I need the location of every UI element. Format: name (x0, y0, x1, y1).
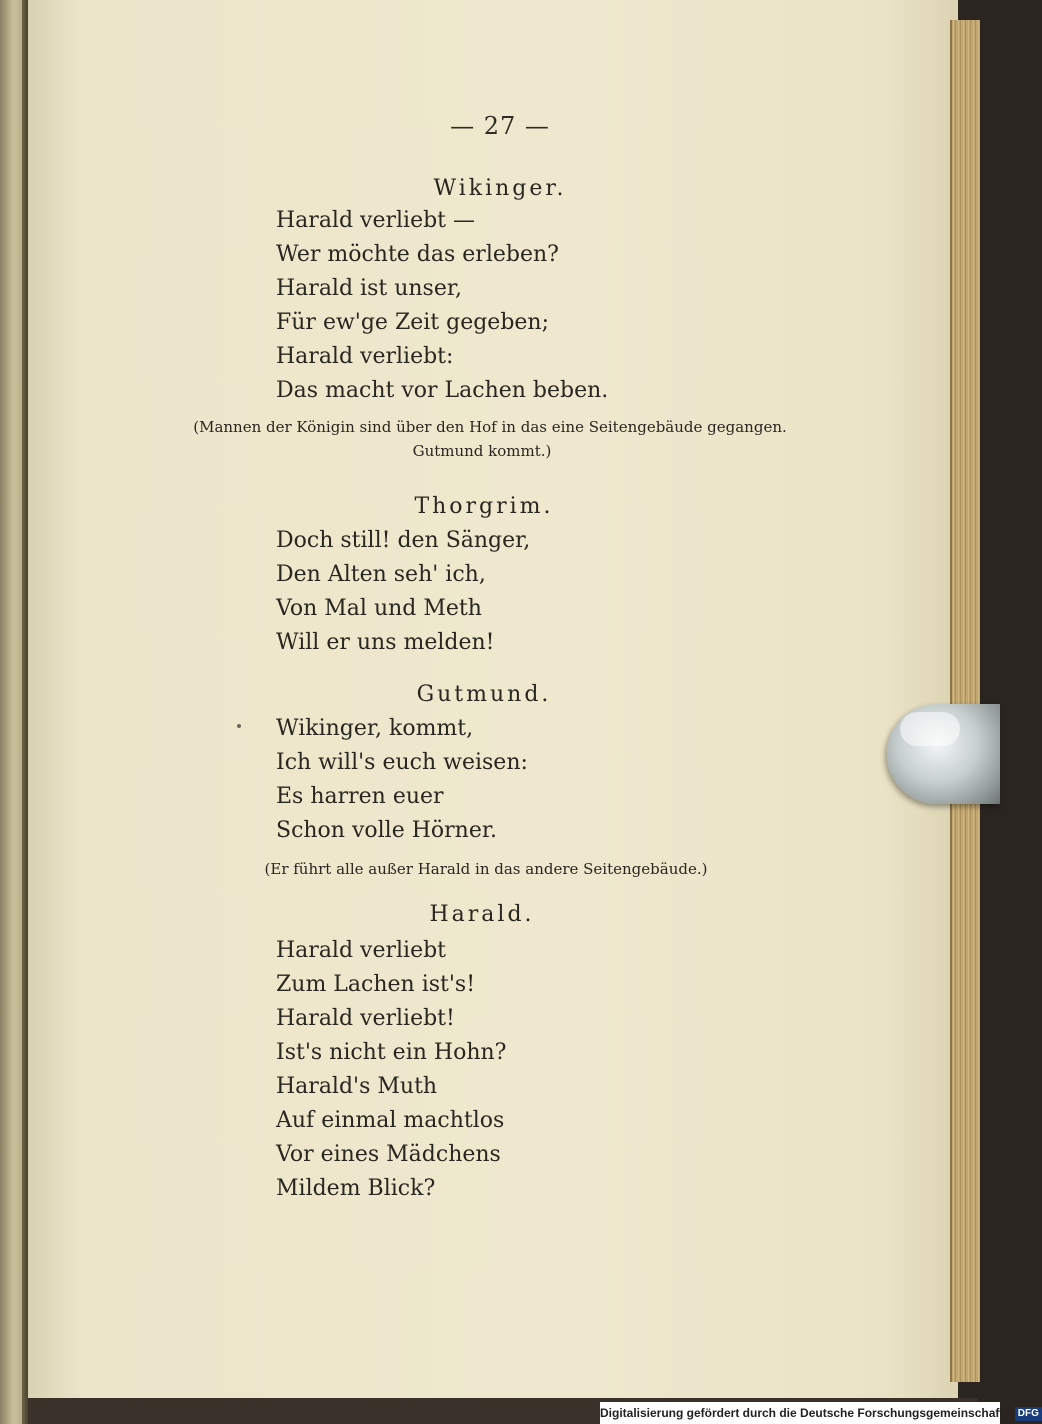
dfg-logo: DFG (1015, 1407, 1042, 1421)
footer-text: Digitalisierung gefördert durch die Deutsche Forschungsgemeinschaft - (600, 1406, 1011, 1420)
verse-line: Ich will's euch weisen: (276, 750, 528, 775)
stage-direction: (Er führt alle außer Harald in das andere Seitengebäude.) (264, 860, 708, 878)
verse-line: Wikinger, kommt, (276, 716, 474, 741)
verse-line: Vor eines Mädchens (276, 1142, 501, 1167)
verse-line: Auf einmal machtlos (276, 1108, 505, 1133)
speaker-heading: Thorgrim. (414, 494, 554, 519)
verse-line: Harald ist unser, (276, 276, 462, 301)
verse-line: Schon volle Hörner. (276, 818, 497, 843)
speaker-heading: Gutmund. (416, 682, 552, 707)
ink-spot (237, 724, 241, 728)
verse-line: Den Alten seh' ich, (276, 562, 486, 587)
digitization-footer (600, 1402, 1039, 1424)
verse-line: Von Mal und Meth (276, 596, 482, 621)
verse-line: Will er uns melden! (276, 630, 495, 655)
verse-line: Harald's Muth (276, 1074, 438, 1099)
paperweight-highlight (900, 712, 960, 746)
verse-line: Doch still! den Sänger, (276, 528, 531, 553)
verse-line: Zum Lachen ist's! (276, 972, 476, 997)
stage-direction: Gutmund kommt.) (412, 442, 552, 460)
verse-line: Das macht vor Lachen beben. (276, 378, 609, 403)
verse-line: Harald verliebt! (276, 1006, 455, 1031)
verse-line: Harald verliebt — (276, 208, 476, 233)
verse-line: Harald verliebt: (276, 344, 454, 369)
verse-line: Wer möchte das erleben? (276, 242, 559, 267)
verse-line: Harald verliebt (276, 938, 447, 963)
verse-line: Für ew'ge Zeit gegeben; (276, 310, 550, 335)
speaker-heading: Wikinger. (433, 176, 567, 201)
speaker-heading: Harald. (429, 902, 535, 927)
verse-line: Mildem Blick? (276, 1176, 436, 1201)
page-number: — 27 — (450, 112, 550, 140)
verse-line: Ist's nicht ein Hohn? (276, 1040, 507, 1065)
verse-line: Es harren euer (276, 784, 444, 809)
stage-direction: (Mannen der Königin sind über den Hof in das eine Seitengebäude gegangen. (193, 418, 787, 436)
